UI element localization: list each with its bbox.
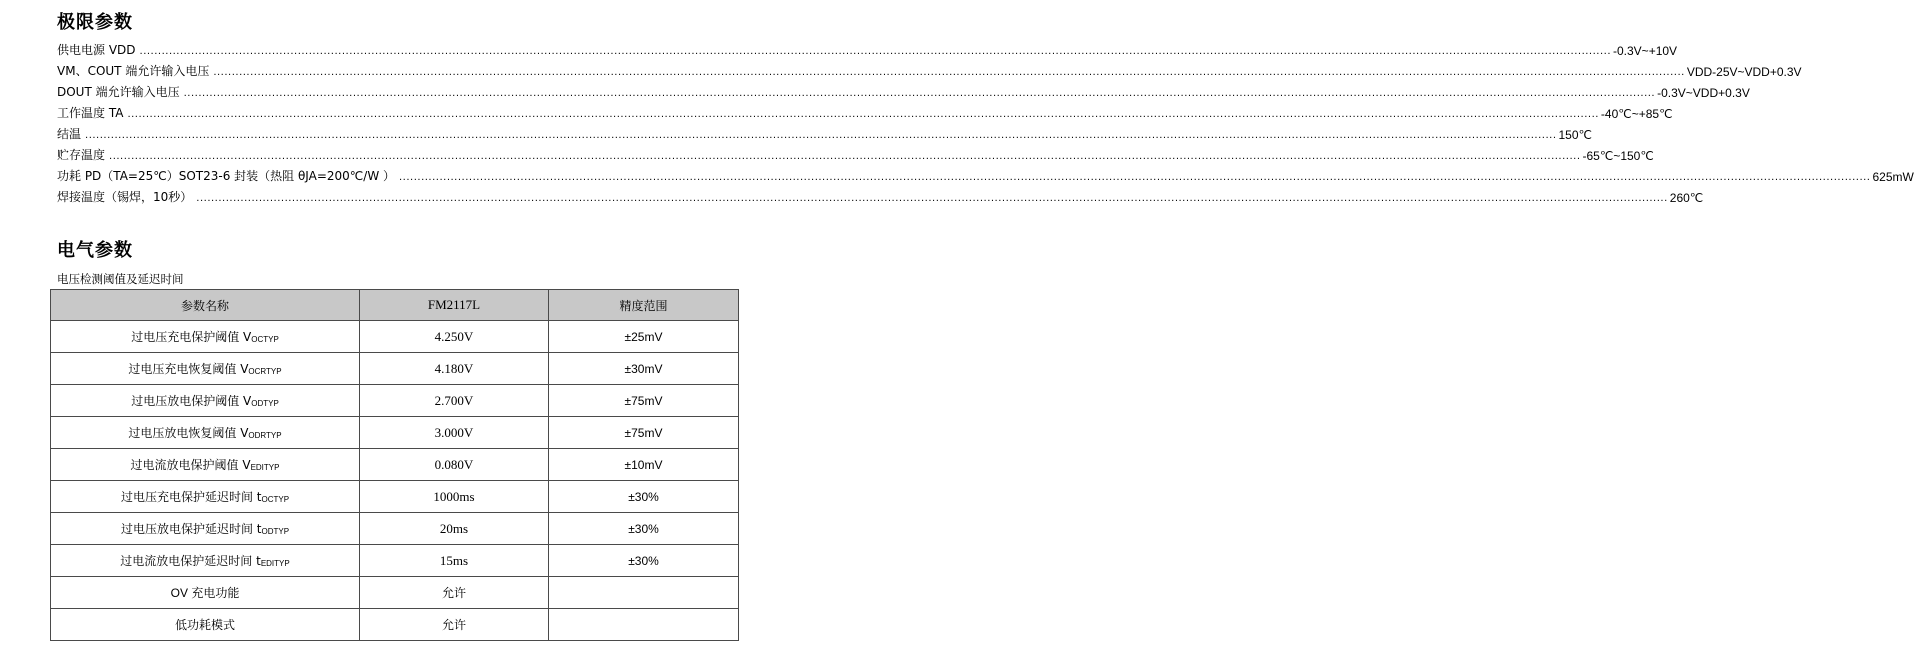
param-label: 过电压充电保护延迟时间 t bbox=[120, 490, 262, 504]
table-header-row bbox=[51, 290, 739, 321]
table-caption: 电压检测阈值及延迟时间 bbox=[57, 272, 184, 286]
table-row bbox=[51, 417, 739, 449]
spec-value: 150℃ bbox=[1558, 128, 1592, 142]
param-subscript: ODTYP bbox=[251, 399, 279, 408]
spec-label: 结温 bbox=[57, 127, 82, 141]
param-label: OV 充电功能 bbox=[170, 586, 240, 600]
spec-row bbox=[57, 184, 1704, 205]
spec-label: 焊接温度（锡焊，10秒） bbox=[57, 190, 193, 204]
spec-value: -0.3V~VDD+0.3V bbox=[1657, 86, 1750, 100]
spec-row bbox=[57, 163, 1914, 184]
leader-dots: ................................................................................................................................................................................................................................................................................................................................................................................................................ bbox=[183, 88, 1656, 99]
table-row bbox=[51, 513, 739, 545]
table-row bbox=[51, 609, 739, 641]
param-label: 过电压充电恢复阈值 V bbox=[128, 362, 249, 376]
param-name bbox=[51, 417, 360, 449]
spec-label: 功耗 PD（TA=25℃）SOT23-6 封装（热阻 θJA=200℃/W ） bbox=[57, 169, 395, 183]
table-row bbox=[51, 577, 739, 609]
table-row bbox=[51, 545, 739, 577]
spec-row bbox=[57, 100, 1673, 121]
param-subscript: OCTYP bbox=[261, 495, 290, 504]
section-title-absolute-max: 极限参数 bbox=[57, 12, 133, 33]
table-row bbox=[51, 321, 739, 353]
param-subscript: OCRTYP bbox=[248, 367, 282, 376]
spec-row bbox=[57, 37, 1678, 58]
spec-label: VM、COUT 端允许输入电压 bbox=[57, 64, 210, 78]
header-param-name: 参数名称 bbox=[51, 290, 360, 321]
header-accuracy: 精度范围 bbox=[549, 290, 739, 321]
param-accuracy: ±10mV bbox=[549, 449, 739, 481]
param-value: 20ms bbox=[360, 513, 549, 545]
param-name bbox=[51, 385, 360, 417]
param-subscript: ODRTYP bbox=[248, 431, 282, 440]
param-name bbox=[51, 545, 360, 577]
spec-label: 供电电源 VDD bbox=[57, 43, 136, 57]
param-value: 15ms bbox=[360, 545, 549, 577]
param-accuracy: ±75mV bbox=[549, 417, 739, 449]
table-row bbox=[51, 353, 739, 385]
section-title-electrical: 电气参数 bbox=[57, 240, 133, 261]
param-name bbox=[51, 321, 360, 353]
param-accuracy: ±30% bbox=[549, 513, 739, 545]
param-label: 过电压放电保护阈值 V bbox=[131, 394, 252, 408]
spec-row bbox=[57, 58, 1802, 79]
param-name bbox=[51, 577, 360, 609]
param-value: 1000ms bbox=[360, 481, 549, 513]
spec-value: VDD-25V~VDD+0.3V bbox=[1686, 65, 1802, 79]
spec-label: 工作温度 TA bbox=[57, 106, 124, 120]
param-accuracy: ±30% bbox=[549, 481, 739, 513]
spec-label: 贮存温度 bbox=[57, 148, 106, 162]
leader-dots: ................................................................................................................................................................................................................................................................................................................................................................................................................ bbox=[213, 67, 1685, 78]
leader-dots: ................................................................................................................................................................................................................................................................................................................................................................................................................ bbox=[85, 130, 1557, 141]
param-subscript: OCTYP bbox=[251, 335, 279, 344]
param-subscript: EDITYP bbox=[250, 463, 280, 472]
param-accuracy bbox=[549, 609, 739, 641]
leader-dots: ................................................................................................................................................................................................................................................................................................................................................................................................................ bbox=[139, 46, 1611, 57]
leader-dots: ................................................................................................................................................................................................................................................................................................................................................................................................................ bbox=[196, 193, 1668, 204]
leader-dots: ................................................................................................................................................................................................................................................................................................................................................................................................................ bbox=[109, 151, 1581, 162]
param-accuracy bbox=[549, 577, 739, 609]
param-name bbox=[51, 609, 360, 641]
param-label: 过电压放电恢复阈值 V bbox=[128, 426, 249, 440]
leader-dots: ................................................................................................................................................................................................................................................................................................................................................................................................................ bbox=[127, 109, 1599, 120]
param-label: 过电流放电保护延迟时间 t bbox=[120, 554, 261, 568]
param-accuracy: ±75mV bbox=[549, 385, 739, 417]
header-model: FM2117L bbox=[360, 290, 549, 321]
spec-row bbox=[57, 79, 1750, 100]
param-accuracy: ±25mV bbox=[549, 321, 739, 353]
param-subscript: EDITYP bbox=[260, 559, 290, 568]
leader-dots: ................................................................................................................................................................................................................................................................................................................................................................................................................ bbox=[399, 172, 1871, 183]
spec-value: -65℃~150℃ bbox=[1582, 149, 1654, 163]
param-label: 过电流放电保护阈值 V bbox=[130, 458, 251, 472]
param-label: 低功耗模式 bbox=[174, 618, 235, 632]
param-value: 允许 bbox=[360, 577, 549, 609]
param-value: 3.000V bbox=[360, 417, 549, 449]
param-subscript: ODTYP bbox=[261, 527, 290, 536]
param-name bbox=[51, 481, 360, 513]
param-value: 0.080V bbox=[360, 449, 549, 481]
table-row bbox=[51, 385, 739, 417]
spec-row bbox=[57, 142, 1654, 163]
spec-label: DOUT 端允许输入电压 bbox=[57, 85, 180, 99]
param-value: 4.250V bbox=[360, 321, 549, 353]
electrical-params-table bbox=[50, 289, 739, 641]
param-name bbox=[51, 353, 360, 385]
spec-value: -0.3V~+10V bbox=[1613, 44, 1678, 58]
spec-row bbox=[57, 121, 1592, 142]
param-accuracy: ±30% bbox=[549, 545, 739, 577]
param-value: 4.180V bbox=[360, 353, 549, 385]
spec-value: -40℃~+85℃ bbox=[1600, 107, 1673, 121]
param-value: 允许 bbox=[360, 609, 549, 641]
table-row bbox=[51, 449, 739, 481]
param-accuracy: ±30mV bbox=[549, 353, 739, 385]
param-name bbox=[51, 513, 360, 545]
spec-value: 625mW bbox=[1872, 170, 1914, 184]
table-row bbox=[51, 481, 739, 513]
param-label: 过电压放电保护延迟时间 t bbox=[120, 522, 262, 536]
param-name bbox=[51, 449, 360, 481]
spec-value: 260℃ bbox=[1669, 191, 1704, 205]
param-label: 过电压充电保护阈值 V bbox=[131, 330, 252, 344]
param-value: 2.700V bbox=[360, 385, 549, 417]
